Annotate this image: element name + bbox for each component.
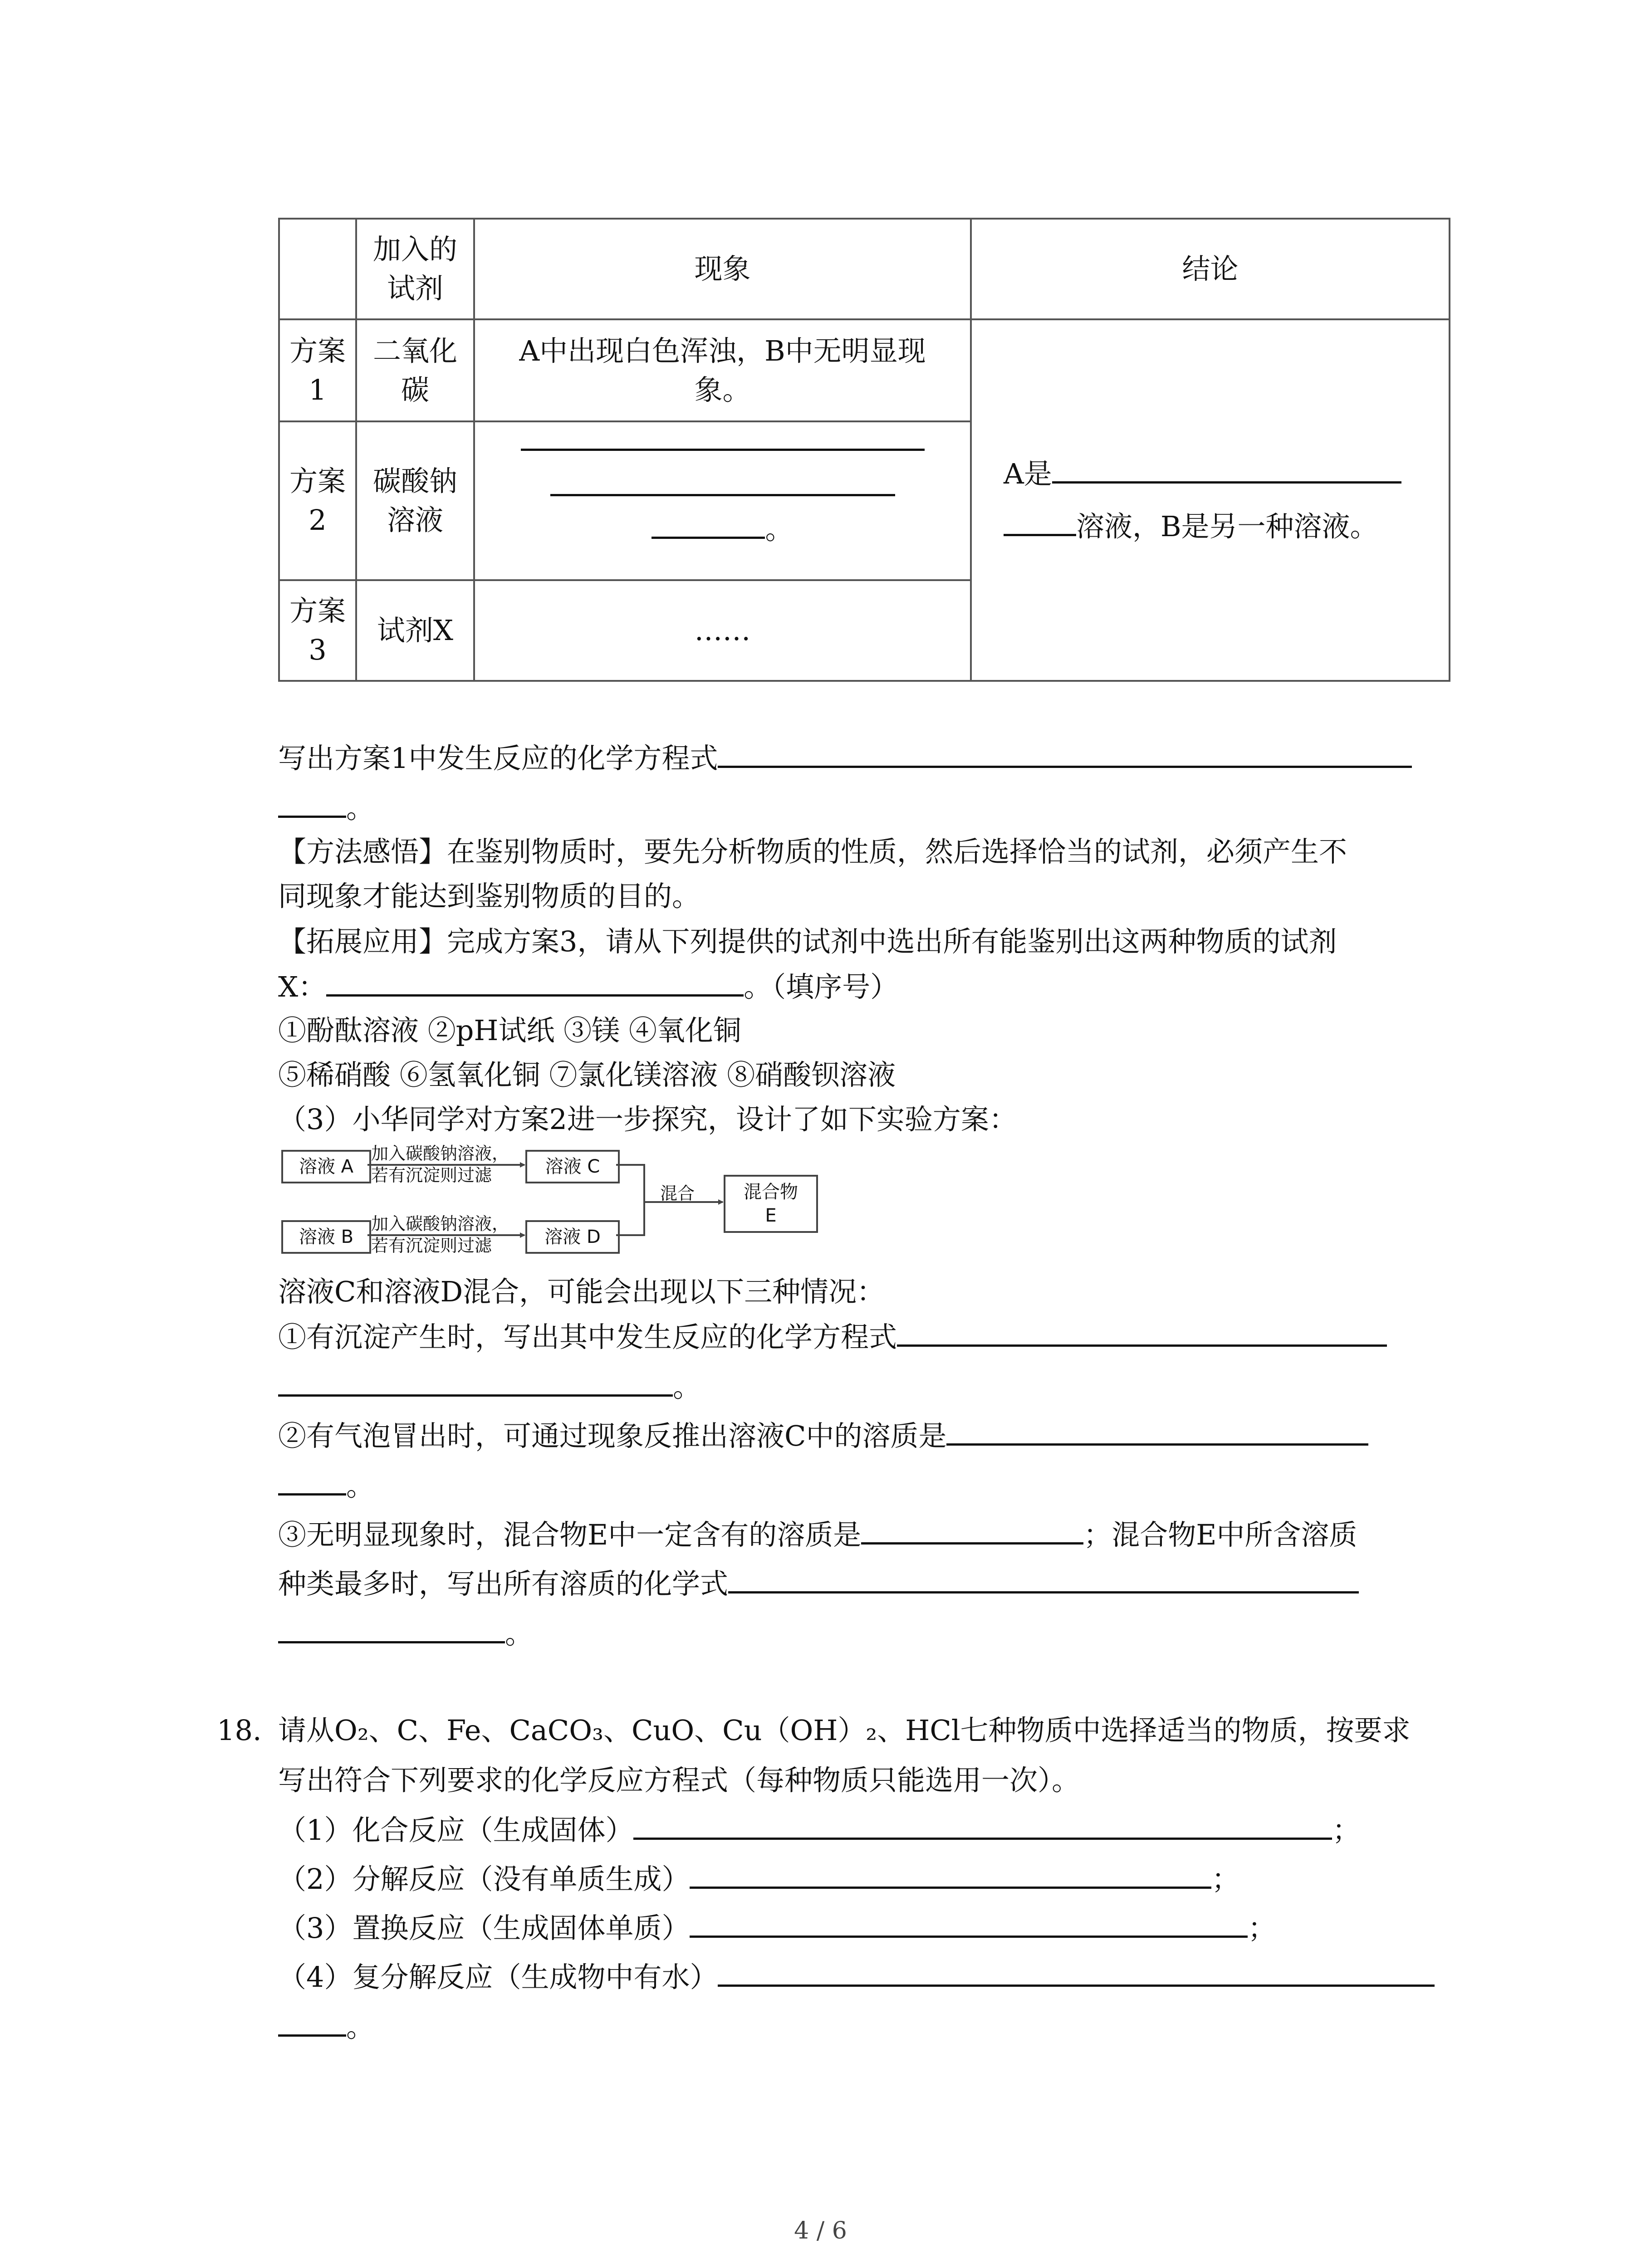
flow-box-c: 溶液 C [525, 1150, 620, 1183]
case2-line2: 。 [278, 1467, 374, 1504]
q18-blank-4[interactable] [718, 1958, 1435, 1987]
header-conclusion: 结论 [971, 219, 1450, 319]
flow-mix-label: 混合 [660, 1183, 695, 1203]
conclusion-a: A是 [1004, 457, 1052, 490]
row2-phenomenon: 。 [474, 421, 971, 580]
case1-blank-1[interactable] [897, 1318, 1387, 1347]
q18-item-3: （3）置换反应（生成固体单质） ； [278, 1909, 1276, 1946]
q18-item-2: （2）分解反应（没有单质生成） ； [278, 1860, 1239, 1897]
method-line1: 【方法感悟】在鉴别物质时，要先分析物质的性质，然后选择恰当的试剂，必须产生不 [278, 835, 1347, 868]
options-line2: ⑤稀硝酸 ⑥氢氧化铜 ⑦氯化镁溶液 ⑧硝酸钡溶液 [278, 1058, 896, 1091]
row3-label: 方案3 [279, 580, 356, 681]
header-reagent: 加入的试剂 [356, 219, 474, 319]
q18-line2: 写出符合下列要求的化学反应方程式（每种物质只能选用一次）。 [278, 1764, 1080, 1797]
case1-line2: 。 [278, 1368, 701, 1405]
q18-line1: 请从O₂、C、Fe、CaCO₃、CuO、Cu（OH）₂、HCl七种物质中选择适当的物质，按要求 [278, 1714, 1411, 1747]
case3-blank-3[interactable] [278, 1615, 505, 1643]
case3-blank-2[interactable] [728, 1565, 1359, 1593]
row1-phenomenon: A中出现白色浑浊，B中无明显现象。 [474, 319, 971, 421]
row3-phenomenon: …… [474, 580, 971, 681]
mix-intro: 溶液C和溶液D混合，可能会出现以下三种情况： [278, 1275, 885, 1308]
header-phenomenon: 现象 [474, 219, 971, 319]
method-line2: 同现象才能达到鉴别物质的目的。 [278, 880, 700, 913]
case2-line: ②有气泡冒出时，可通过现象反推出溶液C中的溶质是 [278, 1417, 1368, 1454]
flow-box-b: 溶液 B [281, 1220, 371, 1254]
flow-box-d: 溶液 D [525, 1220, 620, 1254]
row3-reagent: 试剂X [356, 580, 474, 681]
q18-blank-2[interactable] [690, 1860, 1211, 1889]
flow-box-e: 混合物 E [724, 1175, 818, 1233]
row2-label: 方案2 [279, 421, 356, 580]
conclusion-b: 溶液，B是另一种溶液。 [1076, 509, 1378, 543]
row1-label: 方案1 [279, 319, 356, 421]
case3-line2: 种类最多时，写出所有溶质的化学式 [278, 1565, 1359, 1602]
case1-line: ①有沉淀产生时，写出其中发生反应的化学方程式 [278, 1318, 1387, 1355]
case2-blank-1[interactable] [946, 1417, 1368, 1446]
extension-line1: 【拓展应用】完成方案3，请从下列提供的试剂中选出所有能鉴别出这两种物质的试剂 [278, 925, 1337, 958]
case3-line: ③无明显现象时，混合物E中一定含有的溶质是 ；混合物E中所含溶质 [278, 1516, 1357, 1553]
row1-reagent: 二氧化碳 [356, 319, 474, 421]
options-line1: ①酚酞溶液 ②pH试纸 ③镁 ④氧化铜 [278, 1014, 741, 1047]
eq-prompt-line2: 。 [278, 789, 374, 826]
flow-box-a: 溶液 A [281, 1150, 371, 1183]
case1-blank-2[interactable] [278, 1368, 673, 1397]
eq-prompt-line: 写出方案1中发生反应的化学方程式 [278, 739, 1412, 777]
row2-reagent: 碳酸钠溶液 [356, 421, 474, 580]
q18-blank-1[interactable] [633, 1811, 1332, 1840]
flow-step-a-2: 若有沉淀则过滤 [371, 1165, 492, 1185]
extension-line2: X： 。（填序号） [278, 968, 898, 1005]
q18-item-1: （1）化合反应（生成固体） ； [278, 1811, 1360, 1848]
q18-item-4: （4）复分解反应（生成物中有水） [278, 1958, 1435, 1995]
q18-number: 18. [217, 1714, 262, 1747]
connector-c-d [616, 1165, 644, 1235]
part3-intro: （3）小华同学对方案2进一步探究，设计了如下实验方案： [278, 1103, 1017, 1136]
page-number: 4 / 6 [794, 2217, 847, 2244]
q18-blank-5[interactable] [278, 2008, 346, 2037]
flow-step-b-2: 若有沉淀则过滤 [371, 1236, 492, 1256]
flow-step-a-1: 加入碳酸钠溶液， [371, 1144, 509, 1163]
flow-step-b-1: 加入碳酸钠溶液， [371, 1214, 509, 1234]
case3-line3: 。 [278, 1615, 533, 1652]
case3-blank-1[interactable] [861, 1516, 1083, 1545]
q18-blank-3[interactable] [690, 1909, 1248, 1938]
case2-blank-2[interactable] [278, 1467, 346, 1496]
q18-item-4-line2: 。 [278, 2008, 374, 2045]
